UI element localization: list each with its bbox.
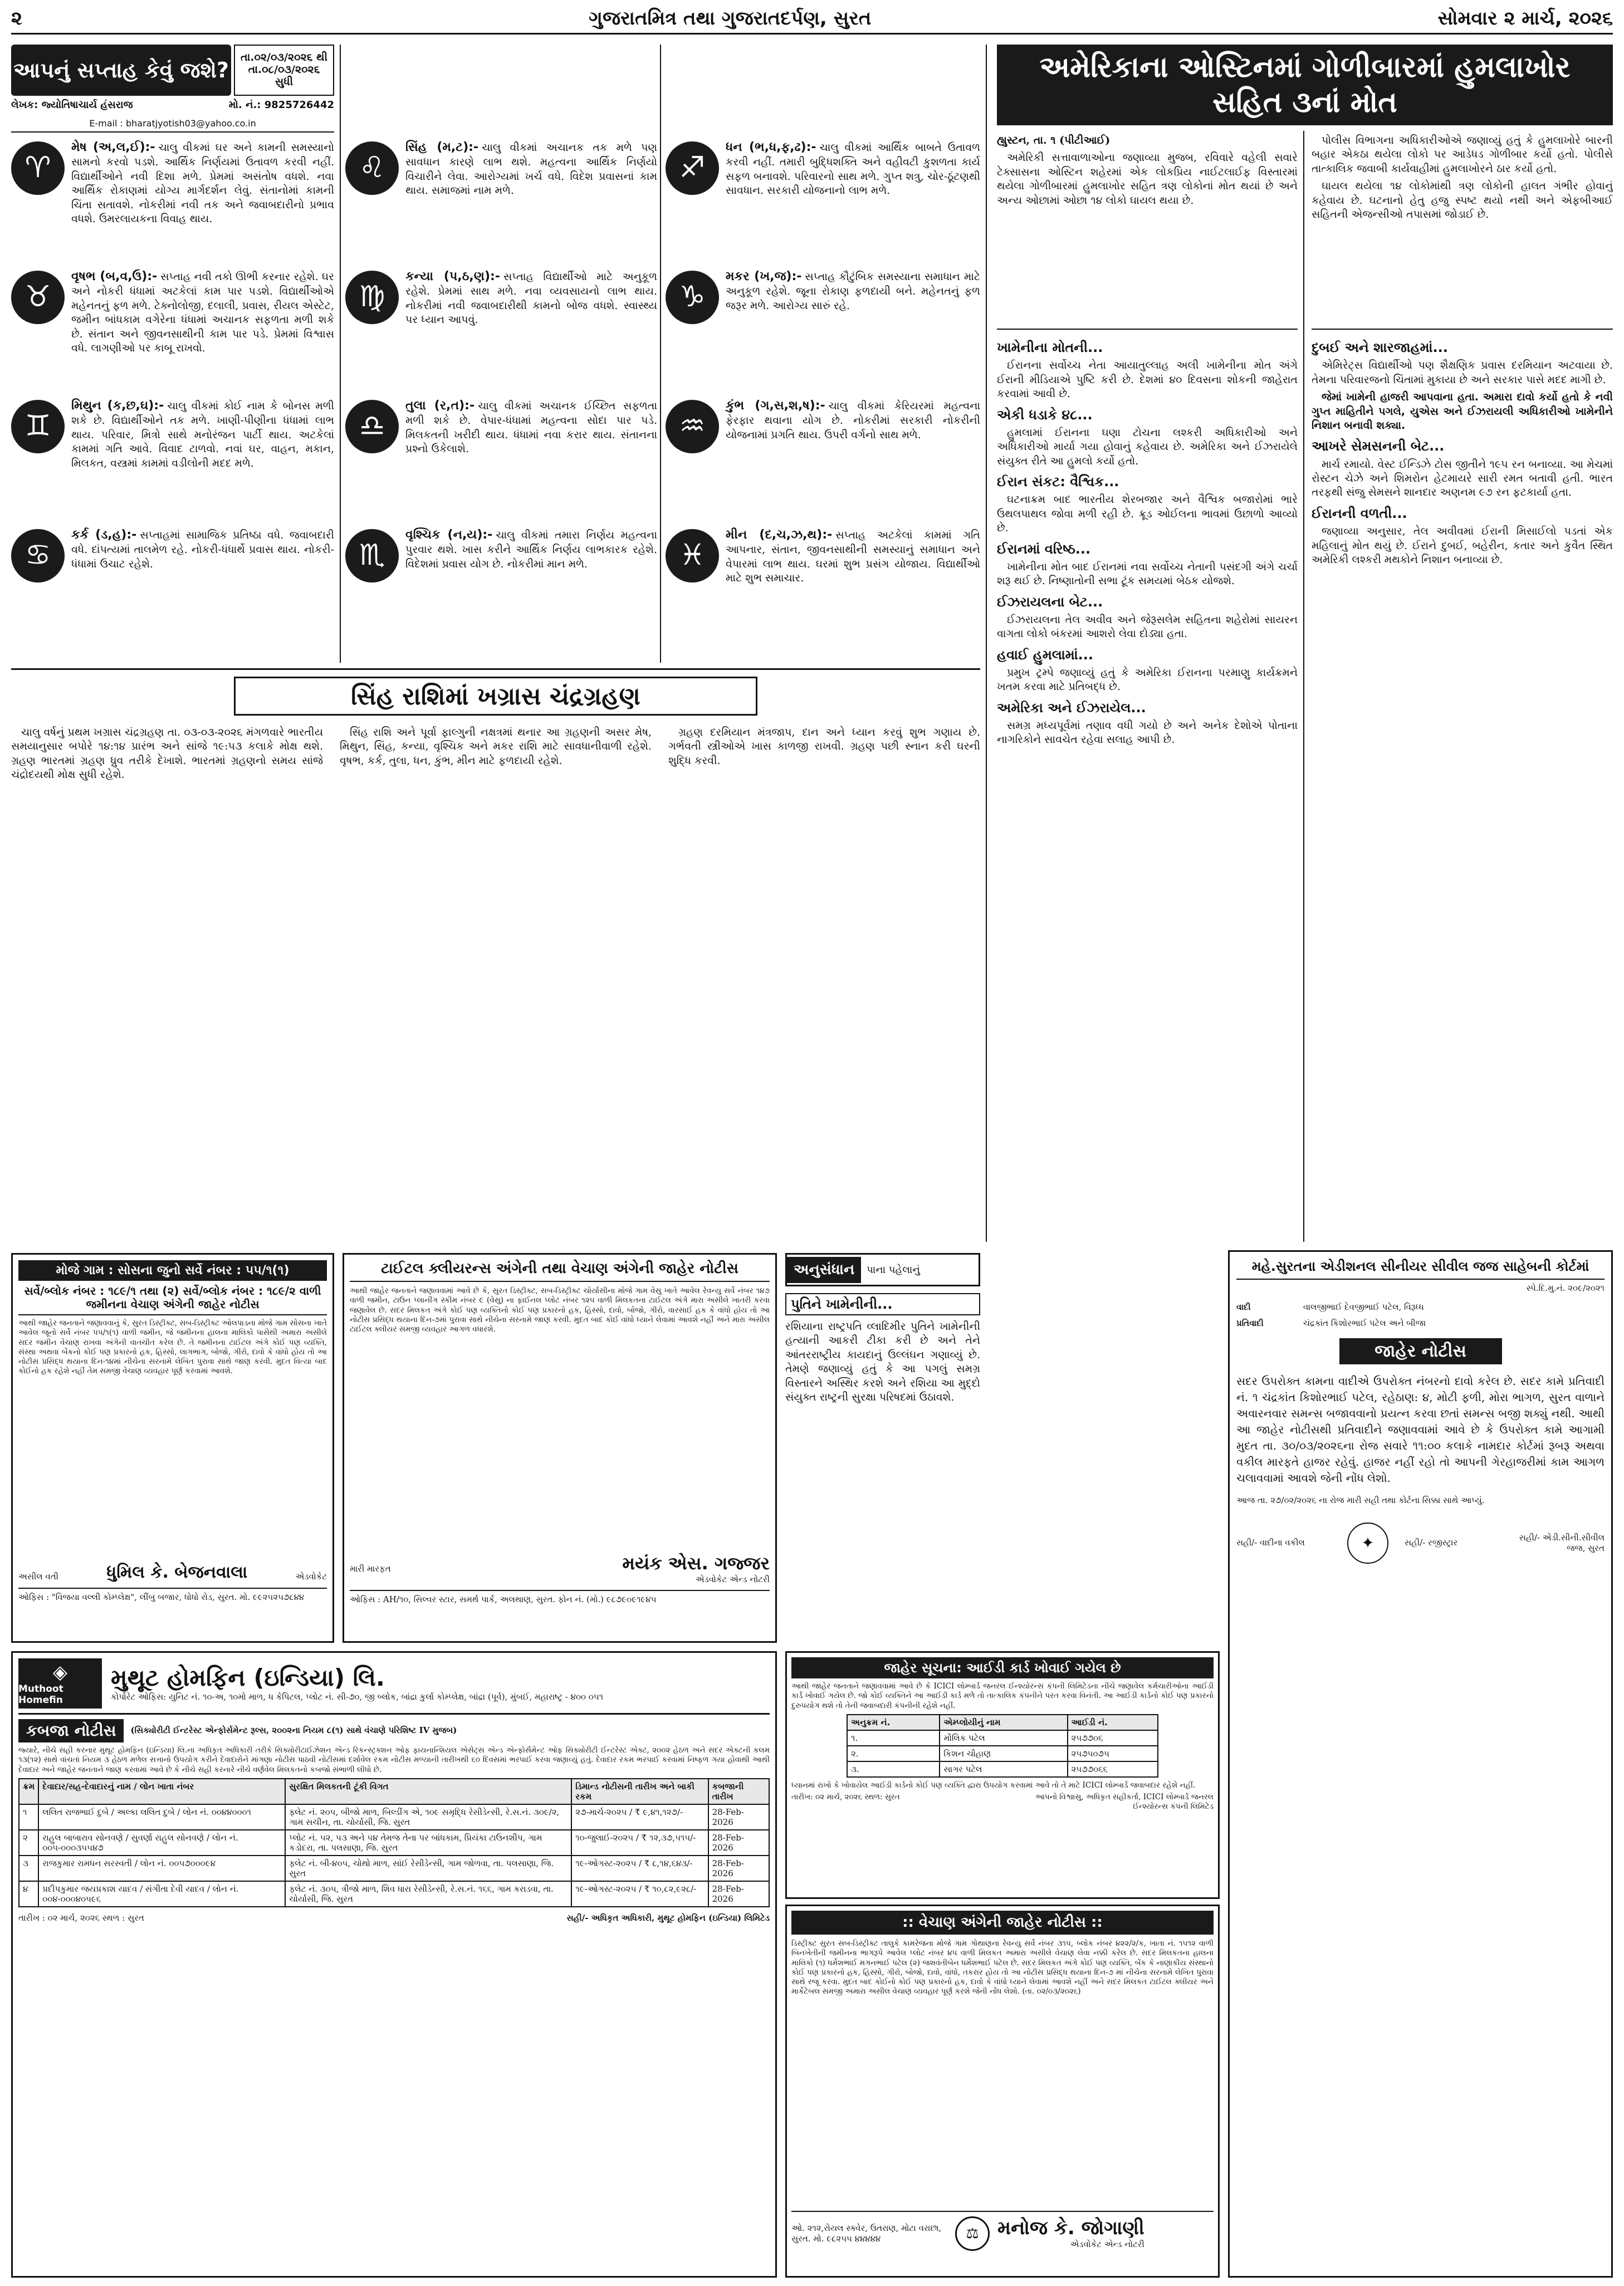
- sale-notice-body: ડિસ્ટ્રીક્ટ સુરત સબ-ડિસ્ટ્રીક્ટ તાલુકે કામરેજના મોજે ગામ ગોથાણના રેવન્યુ સર્વે નંબર ૩૧૫, બ્લોક નંબર ૪૨૨/૨/ક, ખાતા નં. ૧૫૧૨ વાળી બિનખેતીની જમીનના ભાગરૂપે આવેલ પ્લોટ નંબર ૪૫ વાળી મિલકત અમારા અસીલે વેચાણ લેવા નક્કી કરેલ છે. સદર મિલકતના હાલના માલિકો (૧) ધર્મેશભાઈ મગનભાઈ પટેલ (૨) જશવંતીબેન ધર્મેશભાઈ પટેલ છે. સદર મિલકત અંગે કોઈ પણ વ્યક્તિ, બેંક કે નાણાકીય સંસ્થાનો કોઈ પણ પ્રકારનો હક, હિસ્સો, ગીરો, બોજો, દાવો, વાંધો, તકરાર હોય તો આ નોટીસ પ્રસિદ્ધ થયાના દિન-૭ માં નીચેના સરનામે લેખિત પુરાવા સાથે રજૂ કરવા. મુદત બાદ કોઈનો કોઈ પણ પ્રકારનો હક, દાવો કે વાંધો ધ્યાને લેવામાં આવશે નહીં અને સદર મિલકત ટાઈટલ ક્લીયર અને માર્કેટેબલ સમજી અમારા અસીલ વેચાણ વ્યવહાર પૂર્ણ કરશે જેની નોંધ લેશો. (તા. ૦૨/૦૩/૨૦૨૬): [791, 1939, 1214, 1996]
- horoscope-column-2: [345, 139, 657, 656]
- lead-para-1: અમેરિકી સત્તાવાળાઓના જણાવ્યા મુજબ, રવિવારે વહેલી સવારે ટેક્સાસના ઓસ્ટિન શહેરમાં એક લોકપ્રિય નાઈટલાઈફ વિસ્તારમાં થયેલા ગોળીબારમાં હુમલાખોર સહિત ત્રણ લોકોનાં મોત થયાં છે અને અન્ય ઓછામાં ઓછા ૧૪ લોકો ઘાયલ થયા છે.: [997, 151, 1298, 207]
- table-row: [19, 1804, 769, 1830]
- title-notice-title: ટાઈટલ ક્લીયરન્સ અંગેની તથા વેચાણ અંગેની જાહેર નોટીસ: [350, 1260, 770, 1282]
- id-cell: ૩.: [847, 1761, 940, 1777]
- muthoot-cell-date: 28-Feb-2026: [708, 1830, 769, 1856]
- khamenei-h2: એકી ધડાકે ૪૮...: [997, 407, 1093, 423]
- eclipse-article: [11, 668, 980, 1242]
- id-cell: મૌલિક પટેલ: [940, 1730, 1067, 1746]
- court-case-no: સ્પે.દિ.મુ.નં. ૨૦૯/૨૦૨૧: [1526, 1283, 1605, 1293]
- issue-date: સોમવાર ૨ માર્ચ, ૨૦૨૬: [1437, 7, 1613, 30]
- author-mobile: મો. નં.: 9825726442: [228, 99, 334, 111]
- eclipse-col-1: [11, 726, 323, 1238]
- id-cell: ૨૫૭૭૦૬: [1068, 1730, 1158, 1746]
- zodiac-sign-icon: ♒: [666, 400, 719, 453]
- muthoot-logo-icon: ◈: [52, 1661, 68, 1683]
- zodiac-sign-icon: ♏: [345, 529, 399, 582]
- land-signer-role: એડવોકેટ: [295, 1571, 327, 1582]
- id-notice-title: જાહેર સૂચના: આઈડી કાર્ડ ખોવાઈ ગયેલ છે: [791, 1657, 1214, 1678]
- court-sig-2: સહી/- રજીસ્ટ્રાર: [1405, 1538, 1458, 1548]
- muthoot-cell-property: ફ્લેટ નં. ૩૦૫, ત્રીજો માળ, શિવ ધારા રેસીડેન્સી, રે.સ.નં. ૧૬૬, ગામ કરાડવા, તા. ચોર્યાસી, જિ. સુરત: [285, 1881, 571, 1907]
- lead-dateline: હ્યુસ્ટન, તા. ૧ (પીટીઆઈ): [997, 134, 1111, 146]
- zodiac-entry: [11, 398, 334, 521]
- zodiac-text: ચાલુ વીકમાં અચાનક તક મળે પણ સાવધાન કારણે લાભ થશે. મહત્વના આર્થિક નિર્ણયો વિચારીને લેવા. આરોગ્યમાં ખર્ચ વધે. વિદેશ પ્રવાસનાં કામ થાય. સમાજમાં નામ મળે.: [405, 141, 657, 197]
- zodiac-text: ચાલુ વીકમાં કેરિયરમાં મહત્વના ફેરફાર થવાના યોગ છે. નોકરીમાં સરકારી નોકરીની યોજનામાં પ્રગતિ થાય. ઉપરી વર્ગનો સાથ મળે.: [726, 400, 980, 441]
- zodiac-name: તુલા (ર,ત):-: [405, 399, 475, 413]
- muthoot-col-header: સુરક્ષિત મિલકતની ટૂંકી વિગત: [285, 1779, 571, 1804]
- anusandhan-h1: પુતિને ખામેનીની...: [785, 1293, 980, 1315]
- muthoot-cell-date: 28-Feb-2026: [708, 1881, 769, 1907]
- zodiac-name: કુંભ (ગ,સ,શ,ષ):-: [726, 399, 825, 413]
- zodiac-sign-icon: ♐: [666, 141, 719, 195]
- zodiac-text: ચાલુ વીકમાં આર્થિક બાબતે ઉતાવળ કરવી નહીં. તમારી બુદ્ધિશક્તિ અને વહીવટી કુશળતા કાર્ય સફળ બનાવશે. પરિવારનો સાથ મળે. ગુપ્ત શત્રુ, ચોર-ઠૂંટણથી સાવધાન. સરકારી યોજનાનો લાભ મળે.: [726, 141, 980, 197]
- court-title: મહે.સુરતના એડીશનલ સીનીયર સીવીલ જજ સાહેબની કોર્ટમાં: [1236, 1259, 1605, 1280]
- zodiac-text: સપ્તાહ વિદ્યાર્થીઓ માટે અનુકૂળ રહેશે. પ્રેમમાં સાથ મળે. નવા વ્યવસાયનો લાભ થાય. નોકરીમાં નવી જવાબદારીથી કામનો બોજ વધશે. સ્વાસ્થ્ય પર ધ્યાન આપવું.: [405, 271, 657, 326]
- zodiac-name: વૃષભ (બ,વ,ઉ):-: [71, 270, 158, 283]
- id-col-header: આઈડી નં.: [1068, 1715, 1158, 1730]
- title-signer: મયંક એસ. ગજ્જર: [622, 1553, 770, 1574]
- id-notice-footer: ધ્યાનમાં રાખો કે ખોવાયેલ આઈડી કાર્ડનો કોઈ પણ વ્યક્તિ દ્વારા ઉપયોગ કરવામાં આવે તો તે માટે ICICI લોમ્બાર્ડ જવાબદાર રહેશે નહીં.: [791, 1780, 1196, 1790]
- id-cell: ૨૫૭૫૦૭૫: [1068, 1746, 1158, 1761]
- zodiac-entry: [345, 139, 657, 263]
- zodiac-text: ચાલુ વીકમાં ઘર અને કામની સમસ્યાનો સામનો કરવો પડશે. આર્થિક નિર્ણયમાં ઉતાવળ કરવી નહીં. વિદ્યાર્થીઓને નવી દિશા મળે. પ્રેમમાં અસંતોષ વધશે. નવા આર્થિક રોકાણમાં યોગ્ય માર્ગદર્શન લેવું. સંતાનોમાં કામની ચિંતા સતાવશે. નોકરીમાં નવી તક અને જવાબદારીનો પ્રભાવ વધશે. ઉમરલાયકના વિવાહ થાય.: [71, 141, 334, 226]
- id-notice-date: તારીખ: ૦૨ માર્ચ, ૨૦૨૬ સ્થળ: સુરત: [791, 1793, 900, 1802]
- plaintiff-name: વાલજીભાઈ દેવજીભાઈ પટેલ, વિરૂધ્ધ: [1303, 1301, 1424, 1312]
- id-col-header: અનુક્રમ નં.: [847, 1715, 940, 1730]
- muthoot-brand: Muthoot Homefin: [18, 1683, 63, 1706]
- muthoot-company: મુથૂટ હોમફિન (ઇન્ડિયા) લિ.: [111, 1664, 385, 1692]
- khamenei-h6: હવાઈ હુમલામાં...: [997, 647, 1093, 663]
- muthoot-cell-date: 28-Feb-2026: [708, 1856, 769, 1881]
- court-sig-3: સહી/- એડી.સીની.સીવીલ જજ, સુરત: [1519, 1532, 1605, 1553]
- zodiac-entry: [345, 398, 657, 521]
- eclipse-title: સિંહ રાશિમાં ખગ્રાસ ચંદ્રગ્રહણ: [234, 677, 757, 716]
- zodiac-name: વૃશ્ચિક (ન,ય):-: [405, 528, 493, 542]
- zodiac-name: મેષ (અ,લ,ઈ):-: [71, 140, 155, 154]
- zodiac-entry: [11, 268, 334, 392]
- court-notice: [1228, 1250, 1613, 2278]
- khamenei-text3: ઘટનાક્રમ બાદ ભારતીય શેરબજાર અને વૈશ્વિક બજારોમાં ભારે ઉથલપાથલ જોવા મળી રહી છે. ક્રૂડ ઓઈલના ભાવમાં ઉછાળો આવ્યો છે.: [997, 493, 1298, 535]
- zodiac-sign-icon: ♊: [11, 400, 65, 453]
- weekly-title: આપનું સપ્તાહ કેવું જશે?: [11, 45, 231, 96]
- khamenei-h7: અમેરિકા અને ઈઝરાયેલ...: [997, 699, 1146, 716]
- title-clearance-notice: [343, 1253, 777, 1643]
- sale-notice-title: :: વેચાણ અંગેની જાહેર નોટીસ ::: [791, 1911, 1214, 1935]
- anusandhan-title: અનુસંધાન: [787, 1257, 861, 1283]
- defendant-label: પ્રતિવાદી: [1236, 1318, 1264, 1328]
- title-signer-role: એડવોકેટ એન્ડ નોટરી: [695, 1574, 770, 1584]
- muthoot-cell-property: ફ્લેટ નં. બી-૪૦૫, ચોથો માળ, સાંઈ રેસીડેન્સી, ગામ જોળવા, તા. પલસાણા, જિ. સુરત: [285, 1856, 571, 1881]
- land-notice-body: આથી જાહેર જનતાને જણાવવાનું કે, સુરત ડિસ્ટ્રીક્ટ, સબ-ડિસ્ટ્રીક્ટ ઓલપાડના મોજે ગામ સોસના ખાતે આવેલ જૂનો સર્વે નંબર ૫૫/૧(૧) વાળી જમીન, જે જમીનના હાલના માલિકો પાસેથી અમારા અસીલે સદર જમીન વેચાણ રાખવા અંગેની વાતચીત કરેલ છે. તે જમીનના ટાઈટલ અંગે કોઈ પણ વ્યક્તિ, સંસ્થા અથવા બેંકનો કોઈ પણ પ્રકારનો હક, હિસ્સો, લાગભાગ, બોજો, ગીરો, દાવો કે વાંધો હોય તો આ નોટીસ પ્રસિદ્ધ થયાના દિન-૧૪માં નીચેના સરનામે લેખિત પુરાવા સાથે જાણ કરવી. મુદત વિત્યા બાદ કોઈનો હક રહેશે નહીં તેમ સમજી વેચાણ વ્યવહાર પૂર્ણ કરવામાં આવશે.: [18, 1319, 327, 1376]
- muthoot-cell-property: પ્લોટ નં. ૫૨, ૫૩ અને ૫૪ તેમજ તેના પર બાંધકામ, પ્રિયંકા ટાઉનશીપ, ગામ કડોદરા, તા. પલસાણા, જિ. સુરત: [285, 1830, 571, 1856]
- muthoot-cell-demand: ૧૯-ઓગસ્ટ-૨૦૨૫ / ₹ ૧૦,૮૨,૯૨૮/-: [571, 1881, 708, 1907]
- id-cell: કિશન ચૌહાણ: [940, 1746, 1067, 1761]
- court-sig-1: સહી/- વાદીના વકીલ: [1236, 1538, 1305, 1548]
- zodiac-text: સપ્તાહમાં સામાજિક પ્રતિષ્ઠા વધે. જવાબદારી વધે. દાંપત્યમાં તાલમેળ રહે. નોકરી-ધંધાર્થે પ્રવાસ થાય. નોકરી-ધંધામાં ઉચાટ રહેશે.: [71, 529, 334, 570]
- zodiac-name: મીન (દ,ચ,ઝ,થ):-: [726, 528, 833, 542]
- muthoot-cell-no: ૪: [19, 1881, 38, 1907]
- war-news-col-1: [997, 329, 1298, 1242]
- lead-col-1: [997, 134, 1298, 323]
- muthoot-cell-demand: ૧૯-ઓગસ્ટ-૨૦૨૫ / ₹ ૮,૧૪,૬૪૩/-: [571, 1856, 708, 1881]
- muthoot-cell-demand: ૧૦-જુલાઈ-૨૦૨૫ / ₹ ૧૨,૩૭,૫૧૫/-: [571, 1830, 708, 1856]
- weekly-dates: તા.૦૨/૦૩/૨૦૨૬ થી તા.૦૮/૦૩/૨૦૨૬ સુધી: [234, 45, 334, 96]
- id-cell: ૨૫૭૭૦૬૬: [1068, 1761, 1158, 1777]
- author-line: [11, 99, 334, 116]
- title-signer-label: મારી મારફત: [350, 1563, 391, 1574]
- masthead: [11, 3, 1613, 35]
- muthoot-col-header: ડિમાન્ડ નોટીસની તારીખ અને બાકી રકમ: [571, 1779, 708, 1804]
- sale-notice-address: ઓ. ૨૧૨,રોયલ સ્ક્વેર, ઉતરાણ, મોટા વરાછા, સુરત. મો. ૯૮૨૫૫ ૪૪૪૪૪: [791, 2223, 942, 2244]
- defendant-name: ચંદ્રકાંત કિશોરભાઈ પટેલ અને બીજા: [1303, 1318, 1426, 1328]
- khamenei-text1: ઈરાનના સર્વોચ્ચ નેતા આયાતુલ્લાહ અલી ખામેનીના મોત અંગે ઈરાની મીડિયાએ પુષ્ટિ કરી છે. દેશમાં ૪૦ દિવસના શોકની જાહેરાત કરવામાં આવી છે.: [997, 359, 1298, 400]
- eclipse-col-2: [340, 726, 652, 1238]
- dubai-h1: દુબઈ અને શારજાહમાં...: [1312, 340, 1448, 355]
- khamenei-text6: પ્રમુખ ટ્રમ્પે જણાવ્યું હતું કે અમેરિકા ઈરાનના પરમાણુ કાર્યક્રમને ખતમ કરવા માટે પ્રતિબદ્ધ છે.: [997, 666, 1298, 693]
- zodiac-entry: [666, 527, 980, 650]
- khamenei-text7: સમગ્ર મધ્યપૂર્વમાં તણાવ વધી ગયો છે અને અનેક દેશોએ પોતાના નાગરિકોને સાવચેત રહેવા સલાહ આપી છે.: [997, 719, 1298, 746]
- table-row: [847, 1730, 1158, 1746]
- muthoot-address: કોર્પોરેટ ઓફિસ: યુનિટ નં. ૧૦-અ, ૧૦મો માળ, ધ કેપિટલ, પ્લોટ નં. સી-૭૦, જી બ્લોક, બાંદ્રા કુર્લા કોમ્પ્લેક્ષ, બાંદ્રા (પૂર્વ), મુંબઈ, મહારાષ્ટ્ર - ૪૦૦ ૦૫૧: [111, 1692, 604, 1702]
- zodiac-name: મકર (ખ,જ):-: [726, 270, 802, 283]
- scales-of-justice-icon: ⚖: [955, 2216, 990, 2251]
- lead-para-3: ઘાયલ થયેલા ૧૪ લોકોમાંથી ત્રણ લોકોની હાલત ગંભીર હોવાનું કહેવાય છે. ઘટનાનો હેતુ હજુ સ્પષ્ટ થયો નથી અને એફબીઆઈ સહિતની એજન્સીઓ તપાસમાં જોડાઈ છે.: [1312, 180, 1613, 221]
- muthoot-cell-demand: ૨૭-માર્ચ-૨૦૨૫ / ₹ ૯,૪૧,૧૨૭/-: [571, 1804, 708, 1830]
- author-email: E-mail : bharatjyotish03@yahoo.co.in: [11, 118, 334, 133]
- muthoot-cell-no: ૩: [19, 1856, 38, 1881]
- horoscope-column-3: [666, 139, 980, 656]
- muthoot-notice-sub: (સિક્યોરીટી ઈન્ટરેસ્ટ એન્ફોર્સમેન્ટ રૂલ્સ, ૨૦૦૨ના નિયમ ૮(૧) સાથે વંચાણે પરિશિષ્ટ IV મુજબ): [130, 1725, 457, 1736]
- khamenei-h5: ઈઝરાયલના બેટ...: [997, 594, 1103, 610]
- khamenei-h3: ઈરાન સંકટ: વૈશ્વિક...: [997, 474, 1119, 490]
- muthoot-place-date: તારીખ : ૦૨ માર્ચ, ૨૦૨૬ સ્થળ : સુરત: [18, 1912, 144, 1923]
- zodiac-text: ચાલુ વીકમાં કોઈ નામ કે બોનસ મળી શકે છે. વિદ્યાર્થીઓને તક મળે. ખાણી-પીણીના ધંધામાં લાભ થાય. પરિવાર, મિત્રો સાથે મનોરંજન પાર્ટી થાય. અટકેલાં કામમાં ગતિ આવે. વિવાદ ટાળવો. નવાં ઘર, વાહન, મકાન, મિલકત, વસ્ત્રમાં કામમાં વડીલોની મદદ મળે.: [71, 400, 334, 469]
- dubai-text3: જણાવ્યા અનુસાર, તેલ અવીવમાં ઈરાની મિસાઈલો પડતાં એક મહિલાનું મોત થયું છે. ઈરાને દુબઈ, બહેરીન, કતાર અને કુવૈત સ્થિત અમેરિકી લશ્કરી મથકોને નિશાન બનાવ્યા છે.: [1312, 525, 1613, 566]
- zodiac-text: સપ્તાહ અટકેલાં કામમાં ગતિ આપનાર, સંતાન, જીવનસાથીની સમસ્યાનું સમાધાન અને વેપારમાં લાભ થાય. ઘરમાં શુભ પ્રસંગ યોજાય. વિદ્યાર્થીઓ માટે શુભ સમાચાર.: [726, 529, 980, 585]
- page-number: ૨: [11, 7, 22, 30]
- zodiac-entry: [11, 527, 334, 650]
- sale-signer: મનોજ કે. જોગાણી: [997, 2217, 1144, 2240]
- court-date: આજ તા. ૨૭/૦૨/૨૦૨૬ ના રોજ મારી સહી તથા કોર્ટના સિક્કા સાથે આપ્યું.: [1236, 1495, 1485, 1505]
- title-notice-address: ઓફિસ : AH/૧૦, સિલ્વર સ્ટાર, સમર્થ પાર્ક, અલથાણ, સુરત. ફોન નં. (મો.) ૯૮૭૯૦૯૧૯૪૫: [350, 1590, 770, 1605]
- id-notice-body: આથી જાહેર જનતાને જણાવવામાં આવે છે કે ICICI લોમ્બાર્ડ જનરલ ઈન્શ્યોરન્સ કંપની લિમિટેડના નીચે જણાવેલ કર્મચારીઓના આઈડી કાર્ડ ખોવાઈ ગયેલ છે. જો કોઈ વ્યક્તિને આ આઈડી કાર્ડ મળે તો તાત્કાલિક કંપનીને પરત કરવા વિનંતી. આ આઈડી કાર્ડનો કોઈ પણ પ્રકારનો દુરુપયોગ થશે તો તેની જવાબદારી કંપનીની રહેશે નહીં.: [791, 1682, 1214, 1710]
- khamenei-text5: ઈઝરાયલના તેલ અવીવ અને જેરૂસલેમ સહિતના શહેરોમાં સાયરન વાગતા લોકો બંકરમાં આશરો લેવા દોડ્યા હતા.: [997, 613, 1298, 640]
- muthoot-cell-no: ૨: [19, 1830, 38, 1856]
- land-signer: ધુમિલ કે. બેજનવાલા: [106, 1563, 248, 1582]
- muthoot-col-header: કબજાની તારીખ: [708, 1779, 769, 1804]
- table-row: [847, 1761, 1158, 1777]
- zodiac-sign-icon: ♍: [345, 271, 399, 324]
- muthoot-col-header: ક્રમ: [19, 1779, 38, 1804]
- zodiac-entry: [666, 398, 980, 521]
- zodiac-entry: [345, 268, 657, 392]
- zodiac-text: ચાલુ વીકમાં તમારા નિર્ણય મહત્વના પુરવાર થશે. ખાસ કરીને આર્થિક નિર્ણય લાભકારક રહેશે. વિદેશમાં પ્રવાસ યોગ છે. નોકરીમાં માન મળે.: [405, 529, 657, 570]
- khamenei-h1: ખામેનીના મોતની...: [997, 340, 1103, 355]
- dubai-text2: માર્ચ રમાયો. વેસ્ટ ઈન્ડિઝે ટોસ જીતીને ૧૯૫ રન બનાવ્યા. આ મેચમાં રોસ્ટન ચેઝે અને શિમરોન હેટમાયરે સારી રમત બતાવી હતી. ભારત તરફથી સંજુ સેમસને શાનદાર અણનમ ૯૭ રન ફટકાર્યા હતા.: [1312, 458, 1613, 499]
- horoscope-column-1: [11, 139, 334, 656]
- land-signer-label: અસીલ વતી: [18, 1571, 58, 1582]
- zodiac-sign-icon: ♋: [11, 529, 65, 582]
- dubai-h2: આખરે સેમસનની બેટ...: [1312, 438, 1445, 454]
- court-seal-icon: ✦: [1347, 1523, 1388, 1564]
- war-news-col-2: [1312, 329, 1613, 1242]
- id-card-table: [847, 1714, 1158, 1778]
- title-notice-body: આથી જાહેર જનતાને જણાવવામાં આવે છે કે, સુરત ડિસ્ટ્રીક્ટ, સબ-ડિસ્ટ્રીક્ટ ચોર્યાસીના મોજે ગામ વેસુ ખાતે આવેલ રેવન્યુ સર્વે નંબર ૧૪૭ વાળી જમીન, ટાઉન પ્લાનીંગ સ્કીમ નંબર ૯ (વેસુ) ના ફાઈનલ પ્લોટ નંબર ૧૨૫ વાળી મિલકતના ટાઈટલ અંગે મારા અસીલે ખાતરી કરવા જણાવેલ છે. સદર મિલકત અંગે કોઈ પણ વ્યક્તિનો કોઈ પણ પ્રકારનો હક, હિસ્સો, દાવો, બોજો, ગીરો, વારસાઈ હક કે વાંધો હોય તો આ નોટીસ પ્રસિદ્ધ થયાના દિન-૭માં પુરાવા સાથે નીચેના સરનામે જાણ કરવી. મુદત બાદ કોઈ વાંધો ધ્યાને લેવામાં આવશે નહીં અને મારા અસીલ ટાઈટલ ક્લીયર સમજી વ્યવહાર આગળ વધારશે.: [350, 1286, 770, 1334]
- muthoot-col-header: દેવાદાર/સહ-દેવાદારનું નામ / લોન ખાતા નંબર: [38, 1779, 285, 1804]
- id-card-notice: [785, 1651, 1220, 1899]
- zodiac-entry: [345, 527, 657, 650]
- zodiac-sign-icon: ♓: [666, 529, 719, 582]
- zodiac-name: સિંહ (મ,ટ):-: [405, 140, 479, 154]
- zodiac-name: ધન (ભ,ધ,ફ,ઢ):-: [726, 140, 816, 154]
- author-name: લેખક: જ્યોતિષાચાર્ય હંસરાજ: [11, 99, 133, 111]
- anusandhan-sub: પાના પહેલાનું: [867, 1264, 920, 1276]
- zodiac-name: કર્ક (ડ,હ):-: [71, 528, 137, 542]
- zodiac-text: સપ્તાહ કૌટુંબિક સમસ્યાના સમાધાન માટે અનુકૂળ રહેશે. જૂના રોકાણ ફળદાયી બને. મહેનતનું ફળ જરૂર મળે. આરોગ્ય સારું રહે.: [726, 271, 980, 312]
- dubai-bold: જેમાં ખામેની હાજરી આપવાના હતા. અમારા દાવો કર્યો હતો કે નવી ગુપ્ત માહિતીને પગલે, યુએસ અને ઈઝરાયલી અધિકારીઓ ખામેનીને નિશાન બનાવી શક્યા.: [1312, 391, 1613, 432]
- table-row: [19, 1830, 769, 1856]
- muthoot-cell-property: ફ્લેટ નં. ૨૦૫, બીજો માળ, બિલ્ડીંગ એ, ૧૦૯ સમૃદ્ધિ રેસીડેન્સી, રે.સ.નં. ૩૦૯/૨, ગામ સચીન, તા. ચોર્યાસી, જિ. સુરત: [285, 1804, 571, 1830]
- paper-name: ગુજરાતમિત્ર તથા ગુજરાતદર્પણ, સુરત: [589, 7, 872, 30]
- sale-signer-role: એડવોકેટ એન્ડ નોટરી: [1070, 2239, 1144, 2250]
- id-col-header: એમ્પ્લોયીનું નામ: [940, 1715, 1067, 1730]
- table-row: [19, 1881, 769, 1907]
- eclipse-para-1: ચાલુ વર્ષનું પ્રથમ ખગ્રાસ ચંદ્રગ્રહણ તા. ૦૩-૦૩-૨૦૨૬ મંગળવારે ભારતીય સમયાનુસાર બપોરે ૧૪:૧૪ પ્રારંભ અને સાંજે ૧૯:૫૩ કલાકે મોક્ષ થશે. ગ્રહણ ભારતમાં ગ્રહણ ધ્રુવ તરીકે દેખાશે. ભારતમાં ગ્રહણનો સમય સાંજે ચંદ્રોદયથી મોક્ષ સુધી રહેશે.: [11, 726, 323, 781]
- zodiac-name: કન્યા (પ,ઠ,ણ):-: [405, 270, 500, 283]
- zodiac-text: ચાલુ વીકમાં અચાનક ઈચ્છિત સફળતા મળી શકે છે. વેપાર-ધંધામાં મહત્વના સોદા પાર પડે. મિલકતની ખરીદી થાય. ધંધામાં નવા કરાર થાય. સંતાનના પ્રશ્નો ઉકેલાશે.: [405, 400, 657, 456]
- muthoot-cell-name: રાહુલ બાબારાવ સોનવણે / સુવર્ણા રાહુલ સોનવણે / લોન નં. ૦૦૫-૦૦૦૩૫૫૪૭: [38, 1830, 285, 1856]
- court-body: સદર ઉપરોક્ત કામના વાદીએ ઉપરોક્ત નંબરનો દાવો કરેલ છે. સદર કામે પ્રતિવાદી નં. ૧ ચંદ્રકાંત કિશોરભાઈ પટેલ, રહેઠાણ: ૪, મોટી ફળી, મોરા ભાગળ, સુરત વાળાને અવારનવાર સમન્સ બજાવવાનો પ્રયત્ન કરવા છતાં સમન્સ બજી શક્યું નથી. આથી આ જાહેર નોટીસથી પ્રતિવાદીને જણાવવામાં આવે છે કે ઉપરોક્ત કામે આગામી મુદત તા. ૩૦/૦૩/૨૦૨૬ના રોજ સવારે ૧૧:૦૦ કલાકે નામદાર કોર્ટમાં રૂબરૂ અથવા વકીલ મારફતે હાજર રહેવું. હાજર નહીં રહો તો આપની ગેરહાજરીમાં કામ આગળ ચલાવવામાં આવશે જેની નોંધ લેશો.: [1236, 1374, 1605, 1485]
- zodiac-sign-icon: ♈: [11, 141, 65, 195]
- lead-para-2: પોલીસ વિભાગના અધિકારીઓએ જણાવ્યું હતું કે હુમલાખોરે બારની બહાર એકઠા થયેલા લોકો પર આડેધડ ગોળીબાર કર્યો હતો. પોલીસે તાત્કાલિક જવાબી કાર્યવાહીમાં હુમલાખોરને ઠાર કર્યો હતો.: [1312, 134, 1613, 175]
- id-cell: સાગર પટેલ: [940, 1761, 1067, 1777]
- anusandhan-column: [785, 1253, 980, 1643]
- table-row: [19, 1856, 769, 1881]
- zodiac-sign-icon: ♉: [11, 271, 65, 324]
- khamenei-text2: હુમલામાં ઈરાનના ઘણા ટોચના લશ્કરી અધિકારીઓ અને અધિકારીઓ માર્યા ગયા હોવાનું કહેવાય છે. અમેરિકા અને ઈઝરાયેલે સંયુક્ત રીતે આ હુમલો કર્યો હતો.: [997, 426, 1298, 467]
- khamenei-h4: ઈરાનમાં વરિષ્ઠ...: [997, 541, 1091, 557]
- weekly-horoscope-header: [11, 45, 334, 117]
- zodiac-name: મિથુન (ક,છ,ઘ):-: [71, 399, 164, 413]
- plaintiff-label: વાદી: [1236, 1301, 1251, 1312]
- zodiac-text: સપ્તાહ નવી તકો ઊભી કરનાર રહેશે. ઘર અને નોકરી ધંધામાં અટકેલાં કામ પાર પડશે. વિદ્યાર્થીઓએ મહેનતનું ફળ મળે. ટેક્નોલોજી, દલાલી, પ્રવાસ, રીયલ એસ્ટેટ, જમીન બાંધકામ વગેરેના ધંધામાં અચાનક સફળતા મળી શકે છે. સંતાન અને જીવનસાથીની કામ પાર પડે. પ્રેમમાં વિશ્વાસ વધે. લાગણીઓ પર કાબૂ રાખવો.: [71, 271, 334, 355]
- sale-notice: [785, 1905, 1220, 2278]
- muthoot-cell-name: રાજકુમાર રામધન સરસ્વતી / લોન નં. ૦૦૫૭૦૦૦૯૪: [38, 1856, 285, 1881]
- eclipse-col-3: [668, 726, 980, 1238]
- table-row: [847, 1746, 1158, 1761]
- id-cell: ૧.: [847, 1730, 940, 1746]
- land-sale-notice: [11, 1253, 334, 1643]
- zodiac-sign-icon: ♎: [345, 400, 399, 453]
- muthoot-table: [18, 1778, 770, 1907]
- zodiac-sign-icon: ♌: [345, 141, 399, 195]
- eclipse-para-3: ગ્રહણ દરમિયાન મંત્રજાપ, દાન અને ધ્યાન કરવું શુભ ગણાય છે. ગર્ભવતી સ્ત્રીઓએ ખાસ કાળજી રાખવી. ગ્રહણ પછી સ્નાન કરી ઘરની શુદ્ધિ કરવી.: [668, 726, 980, 767]
- muthoot-possession-notice: [11, 1651, 777, 2278]
- zodiac-entry: [11, 139, 334, 263]
- id-cell: ૨.: [847, 1746, 940, 1761]
- lead-headline: અમેરિકાના ઓસ્ટિનમાં ગોળીબારમાં હુમલાખોર સહિત ૩નાં મોત: [997, 45, 1613, 125]
- muthoot-cell-name: લલિત રાજભાઈ દુબે / અલ્કા લલિત દુબે / લોન નં. ૦૦૪૪૦૦૦૧: [38, 1804, 285, 1830]
- anusandhan-text1: રશિયાના રાષ્ટ્રપતિ વ્લાદિમીર પુતિને ખામેનીની હત્યાની આકરી ટીકા કરી છે અને તેને આંતરરાષ્ટ્રીય કાયદાનું ઉલ્લંઘન ગણાવ્યું છે. તેમણે જણાવ્યું હતું કે આ પગલું સમગ્ર વિસ્તારને અસ્થિર કરશે અને રશિયા આ મુદ્દો સંયુક્ત રાષ્ટ્રની સુરક્ષા પરિષદમાં ઉઠાવશે.: [785, 1320, 980, 1404]
- lead-col-2: [1312, 134, 1613, 323]
- muthoot-logo: [18, 1658, 102, 1709]
- zodiac-sign-icon: ♑: [666, 271, 719, 324]
- muthoot-cell-no: ૧: [19, 1804, 38, 1830]
- zodiac-entry: [666, 268, 980, 392]
- land-notice-address: ઓફિસ : "વિજયા વલ્લી કોમ્પ્લેક્ષ", લીંબુ બજાર, ધોધો રોડ, સુરત. મો. ૯૯૨૫૨૫૭૮૪૪: [18, 1588, 327, 1603]
- khamenei-text4: ખામેનીના મોત બાદ ઈરાનમાં નવા સર્વોચ્ચ નેતાની પસંદગી અંગે ચર્ચા શરૂ થઈ છે. નિષ્ણાતોની સભા ટૂંક સમયમાં બેઠક યોજશે.: [997, 560, 1298, 588]
- dubai-h3: ઈરાનની વળતી...: [1312, 505, 1407, 521]
- muthoot-cell-name: પ્રદીપકુમાર જયપ્રકાશ યાદવ / સંગીતા દેવી યાદવ / લોન નં. ૦૦૪-૦૦૦૪૦૫૯૬: [38, 1881, 285, 1907]
- muthoot-notice-title: કબજા નોટીસ: [18, 1719, 124, 1742]
- muthoot-intro: જ્યારે, નીચે સહી કરનાર મુથૂટ હોમફિન (ઇન્ડિયા) લિ.ના અધિકૃત અધિકારી તરીકે સિક્યોરીટાઈઝેશન એન્ડ રિકન્સ્ટ્રક્શન ઓફ ફાયનાન્શિયલ એસેટ્સ એન્ડ એન્ફોર્સમેન્ટ ઓફ સિક્યોરીટી ઈન્ટરેસ્ટ એક્ટ, ૨૦૦૨ હેઠળ અને સદર એક્ટની કલમ ૧૩(૧૨) સાથે વાંચતાં નિયમ ૩ હેઠળ મળેલ સત્તાનો ઉપયોગ કરીને દેવાદારોને માંગણા નોટીસ પાઠવી નોટીસમાં દર્શાવેલ રકમ નોટીસ મળ્યાની તારીખથી ૬૦ દિવસમાં ભરપાઈ કરવા જણાવ્યું હતું. દેવાદાર રકમ ભરપાઈ કરવામાં નિષ્ફળ ગયા હોવાથી આથી દેવાદાર અને જાહેર જનતાને જાણ કરવામાં આવે છે કે નીચે સહી કરનારે નીચે વર્ણવેલ મિલકતનો કબજો સંભાળી લીધો છે.: [18, 1746, 770, 1774]
- dubai-text1: એમિરેટ્સ વિદ્યાર્થીઓ પણ શૈક્ષણિક પ્રવાસ દરમિયાન અટવાયા છે. તેમના પરિવારજનો ચિંતામાં મુકાયા છે અને સરકાર પાસે મદદ માગી છે.: [1312, 359, 1613, 386]
- id-notice-signer: આપનો વિશ્વાસુ, અધિકૃત સહીકર્તા, ICICI લોમ્બાર્ડ જનરલ ઈન્શ્યોરન્સ કંપની લિમિટેડ: [1035, 1793, 1214, 1812]
- zodiac-entry: [666, 139, 980, 263]
- court-notice-title: જાહેર નોટીસ: [1339, 1338, 1502, 1364]
- land-notice-title: મોજે ગામ : સોસના જુનો સર્વે નંબર : ૫૫/૧(૧): [18, 1260, 327, 1281]
- land-notice-subtitle: સર્વે/બ્લોક નંબર : ૧૮૯/૧ તથા (૨) સર્વે/બ્લોક નંબર : ૧૮૯/૨ વાળી જમીનના વેચાણ અંગેની જાહેર નોટીસ: [18, 1284, 327, 1315]
- eclipse-para-2: સિંહ રાશિ અને પૂર્વા ફાલ્ગુની નક્ષત્રમાં થનાર આ ગ્રહણની અસર મેષ, મિથુન, સિંહ, કન્યા, વૃશ્ચિક અને મકર રાશિ માટે સાવધાનીવાળી રહેશે. વૃષભ, કર્ક, તુલા, ધન, કુંભ, મીન માટે ફળદાયી રહેશે.: [340, 726, 652, 767]
- muthoot-cell-date: 28-Feb-2026: [708, 1804, 769, 1830]
- muthoot-signer: સહી/- અધિકૃત અધિકારી, મુથૂટ હોમફિન (ઇન્ડિયા) લિમિટેડ: [566, 1912, 770, 1923]
